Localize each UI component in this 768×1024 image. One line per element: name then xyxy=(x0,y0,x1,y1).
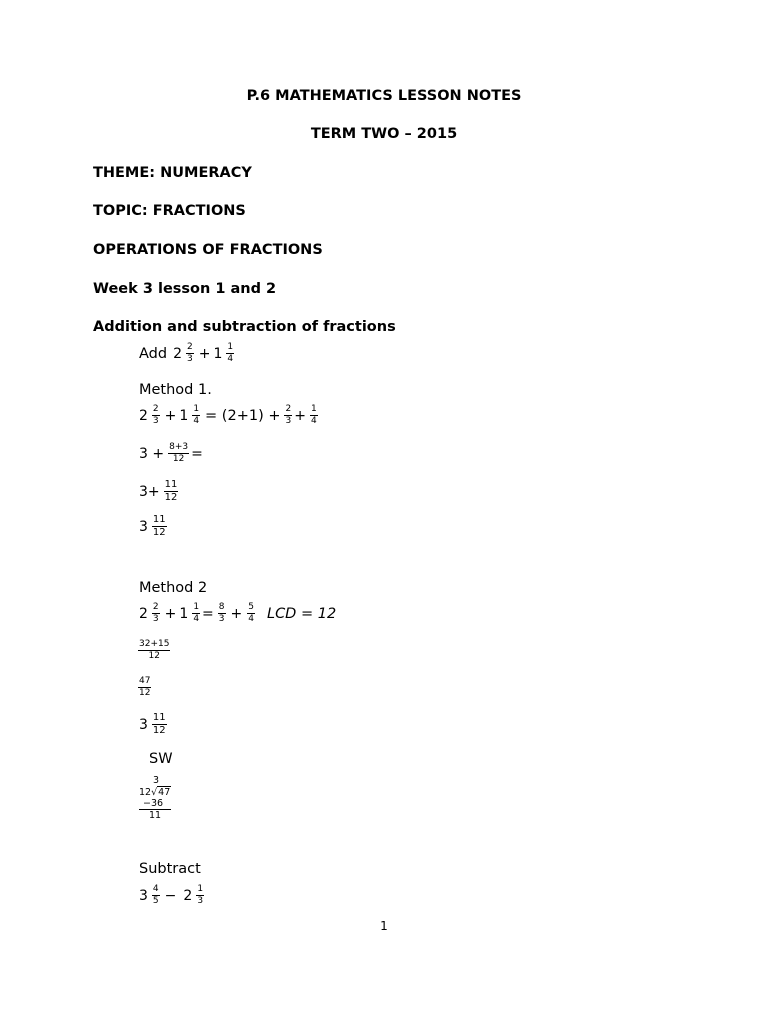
division-remainder: 11 xyxy=(149,810,162,821)
method2-line2 xyxy=(138,640,170,661)
operator: + xyxy=(230,605,243,622)
theme-heading: THEME: NUMERACY xyxy=(93,165,252,181)
subtract-problem xyxy=(139,885,206,906)
long-division-working xyxy=(139,775,171,821)
add-label: Add xyxy=(139,345,168,362)
operator: − xyxy=(164,887,177,904)
add-problem xyxy=(139,343,236,364)
lcd-note: LCD = 12 xyxy=(266,605,337,622)
fraction: $\frac{2}{3}$ xyxy=(187,342,193,364)
division-line: 12√47 xyxy=(139,787,171,798)
fraction: $\frac{1}{3}$ xyxy=(197,884,204,906)
whole-number: 1 xyxy=(179,605,189,622)
page-number: 1 xyxy=(380,919,388,933)
fraction: $\frac{1}{4}$ xyxy=(193,602,200,624)
operator: + xyxy=(164,407,177,424)
equation-text: 3 + xyxy=(139,445,165,462)
fraction: $\frac{1}{4}$ xyxy=(227,342,234,364)
whole-number: 2 xyxy=(173,345,182,362)
fraction: $\frac{32+15}{12}$ xyxy=(139,639,170,661)
week-heading: Week 3 lesson 1 and 2 xyxy=(93,281,277,297)
topic-heading: TOPIC: FRACTIONS xyxy=(93,203,246,219)
method2-line3 xyxy=(138,677,151,698)
method1-line3 xyxy=(139,480,180,503)
method1-label: Method 1. xyxy=(139,382,212,398)
fraction: $\frac{11}{12}$ xyxy=(164,479,178,503)
fraction: $\frac{2}{3}$ xyxy=(152,602,159,624)
division-subtract: −36 xyxy=(139,798,171,810)
fraction: $\frac{1}{4}$ xyxy=(310,404,317,426)
operator: + xyxy=(294,407,306,424)
fraction: $\frac{11}{12}$ xyxy=(152,514,166,538)
fraction: $\frac{2}{3}$ xyxy=(152,404,159,426)
fraction: $\frac{2}{3}$ xyxy=(285,404,292,426)
operations-heading: OPERATIONS OF FRACTIONS xyxy=(93,242,323,258)
method1-line4 xyxy=(139,515,169,538)
whole-number: 3 xyxy=(139,518,148,535)
operator: + xyxy=(198,345,211,362)
term-heading: TERM TWO – 2015 xyxy=(310,126,458,142)
equals-sign: = xyxy=(202,605,214,622)
whole-number: 2 xyxy=(139,407,148,424)
whole-number: 1 xyxy=(179,407,189,424)
division-divisor: 12 xyxy=(139,787,152,798)
fraction: $\frac{4}{5}$ xyxy=(152,884,159,906)
method1-line2 xyxy=(139,443,205,464)
fraction: $\frac{8+3}{12}$ xyxy=(169,442,189,464)
operator: + xyxy=(164,605,177,622)
fraction: $\frac{1}{4}$ xyxy=(193,404,200,426)
document-title: P.6 MATHEMATICS LESSON NOTES xyxy=(246,88,522,104)
method2-label: Method 2 xyxy=(139,580,208,596)
whole-number: 2 xyxy=(139,605,148,622)
fraction: $\frac{5}{4}$ xyxy=(248,602,254,624)
division-quotient: 3 xyxy=(153,775,160,786)
subtract-label: Subtract xyxy=(139,861,201,877)
equation-text: = (2+1) + xyxy=(205,407,281,424)
equation-text: 3+ xyxy=(139,483,160,500)
subheading: Addition and subtraction of fractions xyxy=(93,319,396,335)
equation-text: = xyxy=(191,445,203,462)
fraction: $\frac{11}{12}$ xyxy=(152,712,166,736)
whole-number: 2 xyxy=(183,887,193,904)
method2-line4 xyxy=(139,713,169,736)
division-dividend: 47 xyxy=(158,787,171,798)
method1-line1 xyxy=(139,405,320,426)
sw-label: SW xyxy=(149,751,173,767)
whole-number: 1 xyxy=(213,345,223,362)
method2-line1 xyxy=(139,603,338,624)
fraction: $\frac{47}{12}$ xyxy=(139,676,151,698)
whole-number: 3 xyxy=(139,716,148,733)
fraction: $\frac{8}{3}$ xyxy=(218,602,225,624)
whole-number: 3 xyxy=(139,887,148,904)
